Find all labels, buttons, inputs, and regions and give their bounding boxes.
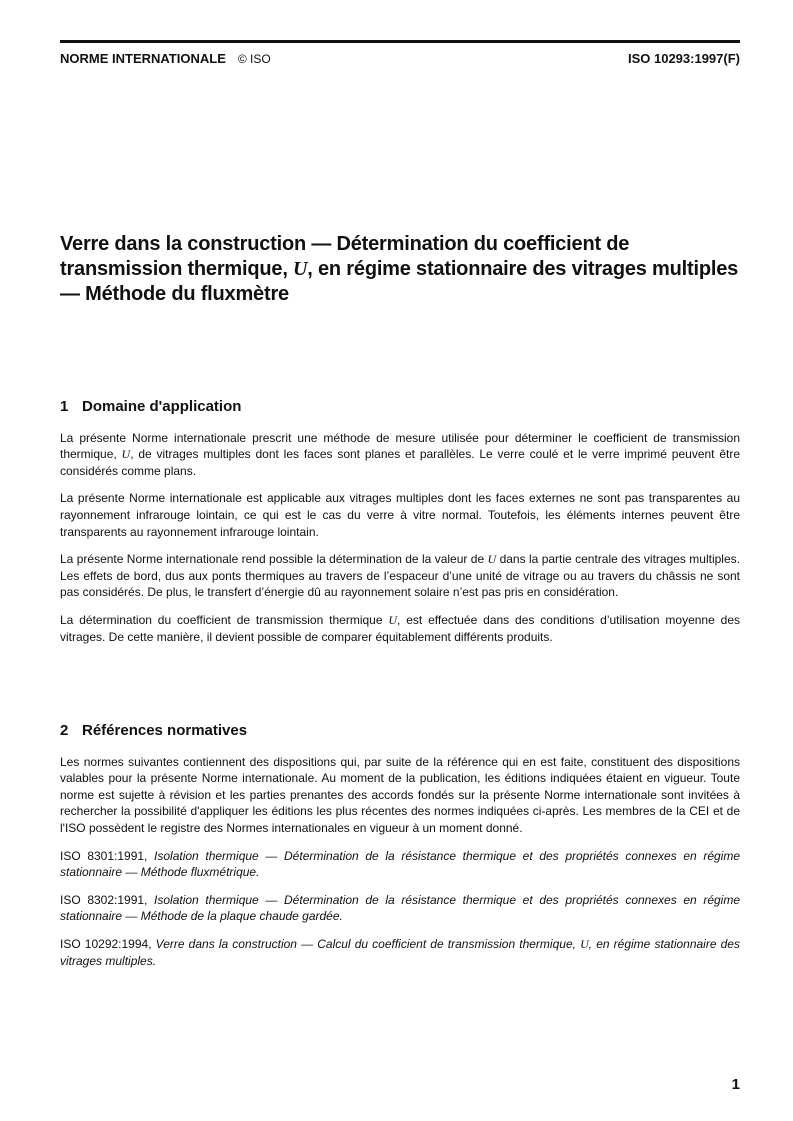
title-part: Verre dans la construction — Détermination du coefficient de transmission thermique, xyxy=(60,233,630,280)
section-heading xyxy=(60,399,740,416)
section-2 xyxy=(60,723,740,980)
reference-title: , en régime stationnaire des vitrages multiples. xyxy=(60,936,740,968)
reference-item xyxy=(60,848,740,881)
text: La présente Norme internationale prescrit une méthode de mesure utilisée pour déterminer le coefficient de transmission thermique, xyxy=(60,430,740,462)
text: dans la partie centrale des vitrages multiples. Les effets de bord, dus aux ponts thermiques au travers de l’espaceur d’une unité de vitrage ou au travers du châssis ne sont pas considérés. De plus, le transfert d’énergie dû au rayonnement solaire n’est pas pris en considération. xyxy=(60,552,740,600)
reference-item xyxy=(60,936,740,969)
header-left xyxy=(60,51,271,66)
paragraph xyxy=(60,612,740,645)
page-number: 1 xyxy=(731,1076,740,1093)
reference-code: ISO 8301:1991, xyxy=(60,848,155,863)
section-title: Références normatives xyxy=(82,722,248,739)
page-header xyxy=(60,51,740,66)
reference-item xyxy=(60,892,740,925)
text: La présente Norme internationale rend possible la détermination de la valeur de xyxy=(60,552,488,567)
reference-code: ISO 8302:1991, xyxy=(60,892,155,907)
symbol-u: U xyxy=(487,552,497,567)
reference-title: Isolation thermique — Détermination de la résistance thermique et des propriétés connexes en régime stationnaire — Méthode fluxmétrique. xyxy=(60,848,741,880)
section-heading xyxy=(60,723,740,740)
symbol-u: U xyxy=(293,258,308,280)
document-title xyxy=(60,232,740,307)
symbol-u: U xyxy=(121,447,131,462)
reference-title: Isolation thermique — Détermination de la résistance thermique et des propriétés connexes en régime stationnaire — Méthode de la plaque chaude gardée. xyxy=(60,892,741,924)
title-part: , en régime stationnaire des vitrages multiples — Méthode du fluxmètre xyxy=(60,258,739,305)
copyright: © ISO xyxy=(237,52,271,66)
text: , de vitrages multiples dont les faces sont planes et parallèles. Le verre coulé et le verre imprimé peuvent être considérés comme plans. xyxy=(60,447,740,478)
header-rule xyxy=(60,40,740,43)
section-number: 2 xyxy=(60,722,69,739)
symbol-u: U xyxy=(388,612,398,627)
symbol-u: U xyxy=(580,936,589,951)
paragraph xyxy=(60,430,740,480)
standard-number: ISO 10293:1997(F) xyxy=(627,51,740,66)
section-number: 1 xyxy=(60,398,69,415)
paragraph: Les normes suivantes contiennent des dispositions qui, par suite de la référence qui en est faite, constituent des dispositions valables pour la présente Norme internationale. Au moment de la publication, les éditions indiquées étaient en vigueur. Toute norme est sujette à révision et les parties prenantes des accords fondés sur la présente Norme internationale sont invitées à rechercher la possibilité d'appliquer les éditions les plus récentes des normes indiquées ci-après. Les membres de la CEI et de l'ISO possèdent le registre des Normes internationales en vigueur à un moment donné. xyxy=(60,754,740,835)
paragraph: La présente Norme internationale est applicable aux vitrages multiples dont les faces externes ne sont pas transparentes au rayonnement infrarouge lointain, ce qui est le cas du verre à vitre normal. Toutefois, les éléments internes peuvent être transparents au rayonnement infrarouge lointain. xyxy=(60,491,740,539)
section-title: Domaine d'application xyxy=(82,398,242,415)
reference-title: Verre dans la construction — Calcul du coefficient de transmission thermique, xyxy=(155,936,581,951)
section-1 xyxy=(60,399,740,656)
paragraph xyxy=(60,551,740,601)
text: La détermination du coefficient de transmission thermique xyxy=(60,612,389,627)
text: , est effectuée dans des conditions d’utilisation moyenne des vitrages. De cette manière, il devient possible de comparer équitablement différents produits. xyxy=(60,612,740,644)
reference-code: ISO 10292:1994, xyxy=(60,936,156,951)
document-type: NORME INTERNATIONALE xyxy=(60,51,226,66)
